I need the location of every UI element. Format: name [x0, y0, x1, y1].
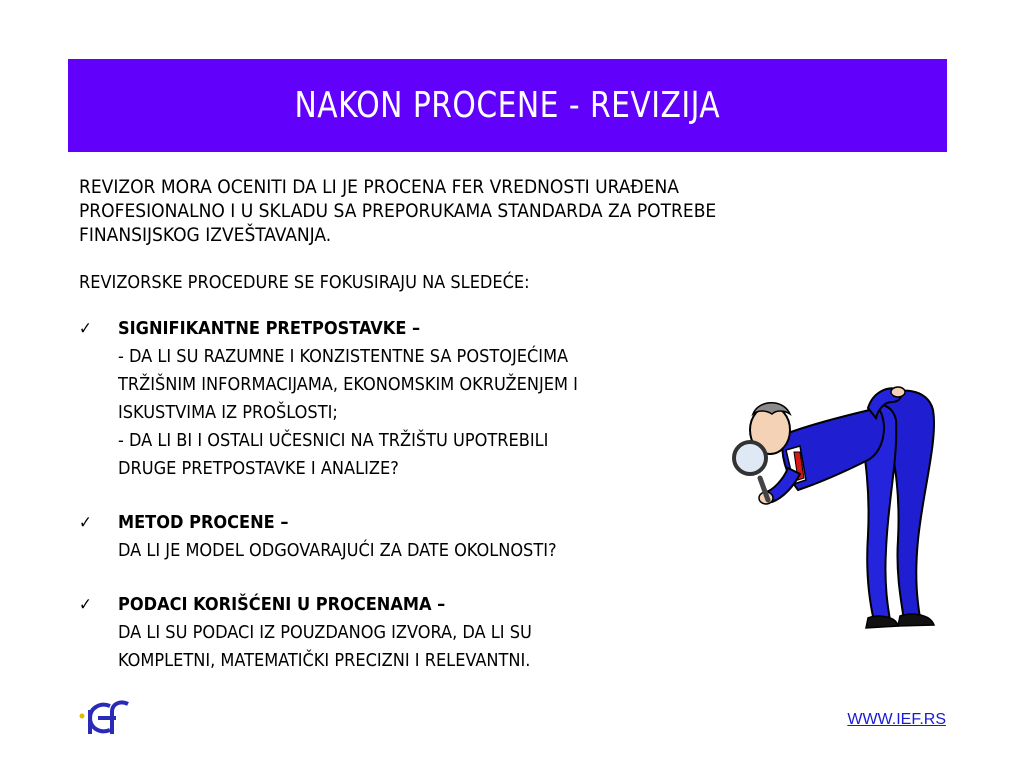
- bullet-line: DA LI SU PODACI IZ POUZDANOG IZVORA, DA LI SU: [118, 622, 532, 643]
- intro-paragraph: [79, 175, 919, 247]
- bullet-line: TRŽIŠNIM INFORMACIJAMA, EKONOMSKIM OKRUŽENJEM I: [118, 374, 578, 395]
- bullet-line: ISKUSTVIMA IZ PROŠLOSTI;: [118, 402, 338, 423]
- website-link[interactable]: WWW.IEF.RS: [847, 711, 946, 728]
- bullet-line: DRUGE PRETPOSTAVKE I ANALIZE?: [118, 458, 399, 479]
- bullet-line: DA LI JE MODEL ODGOVARAJUĆI ZA DATE OKOLNOSTI?: [118, 540, 557, 561]
- bullet-line: KOMPLETNI, MATEMATIČKI PRECIZNI I RELEVANTNI.: [118, 650, 531, 671]
- focus-line: REVIZORSKE PROCEDURE SE FOKUSIRAJU NA SLEDEĆE:: [79, 272, 530, 293]
- intro-line: FINANSIJSKOG IZVEŠTAVANJA.: [79, 224, 332, 246]
- intro-line: REVIZOR MORA OCENITI DA LI JE PROCENA FER VREDNOSTI URAĐENA: [79, 176, 679, 198]
- bullet-title: METOD PROCENE –: [118, 512, 289, 533]
- checkmark-icon: ✓: [79, 319, 92, 339]
- checkmark-icon: ✓: [79, 513, 92, 533]
- slide-title: NAKON PROCENE - REVIZIJA: [294, 85, 721, 126]
- bullet-line: - DA LI SU RAZUMNE I KONZISTENTNE SA POSTOJEĆIMA: [118, 346, 569, 367]
- ief-logo: [76, 694, 132, 738]
- magnifying-glass-icon: [734, 442, 768, 500]
- bullet-title: SIGNIFIKANTNE PRETPOSTAVKE –: [118, 318, 421, 339]
- checkmark-icon: ✓: [79, 595, 92, 615]
- auditor-clipart: [728, 380, 948, 630]
- intro-line: PROFESIONALNO I U SKLADU SA PREPORUKAMA STANDARDA ZA POTREBE: [79, 200, 717, 222]
- bullet-title: PODACI KORIŠĆENI U PROCENAMA –: [118, 594, 446, 615]
- title-bar: [68, 59, 947, 152]
- bullet-line: - DA LI BI I OSTALI UČESNICI NA TRŽIŠTU UPOTREBILI: [118, 430, 549, 451]
